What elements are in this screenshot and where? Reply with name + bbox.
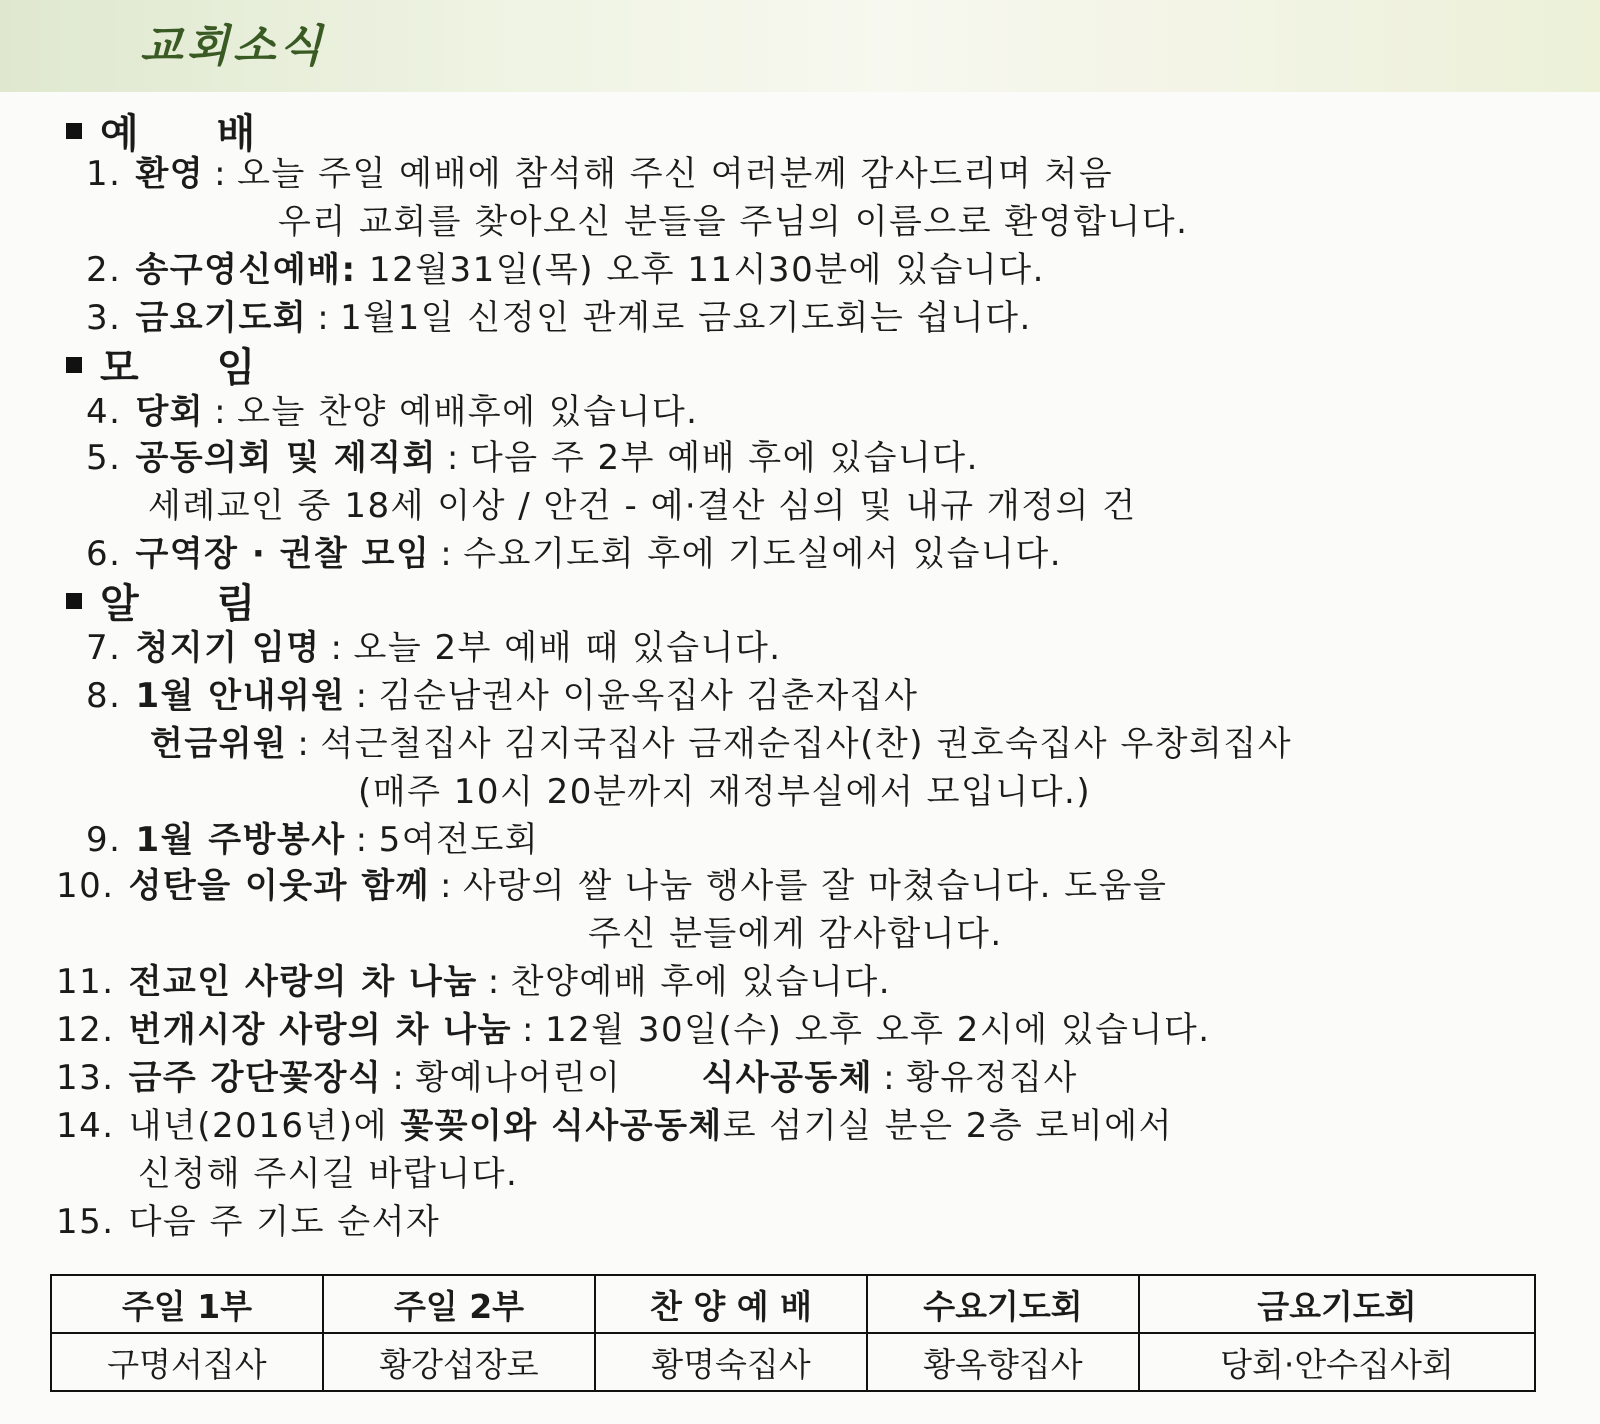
item-key: 번개시장 사랑의 차 나눔 — [128, 1010, 513, 1050]
item-number: 2. — [86, 250, 122, 290]
notice-item-11 — [56, 954, 891, 1003]
item-separator: : — [297, 724, 311, 764]
notice-item-13 — [56, 1050, 1078, 1099]
item-key: 송구영신예배: — [135, 250, 357, 290]
item-number: 5. — [86, 438, 122, 478]
item-text: 석근철집사 김지국집사 금재순집사(찬) 권호숙집사 우창희집사 — [320, 724, 1293, 764]
section-title: 모 임 — [100, 345, 288, 391]
item-key: 구역장 · 권찰 모임 — [135, 534, 431, 574]
item-key: 당회 — [135, 392, 205, 432]
item-number: 4. — [86, 392, 122, 432]
item-text: 오늘 주일 예배에 참석해 주신 여러분께 감사드리며 처음 — [237, 154, 1114, 194]
table-header-row — [51, 1275, 1535, 1333]
item-text: 다음 주 2부 예배 후에 있습니다. — [469, 438, 979, 478]
section-title: 예 배 — [100, 111, 288, 157]
item-number: 13. — [56, 1058, 115, 1098]
item-separator: : — [214, 154, 228, 194]
item-text: 오늘 찬양 예배후에 있습니다. — [237, 392, 699, 432]
item-key: 청지기 임명 — [135, 628, 321, 668]
item-number: 7. — [86, 628, 122, 668]
notice-item-10-continuation: 주신 분들에게 감사합니다. — [588, 914, 1003, 954]
item-separator: : — [487, 962, 501, 1002]
notice-item-15 — [56, 1194, 440, 1243]
notice-item-12 — [56, 1002, 1211, 1051]
item-text: 황예나어린이 — [415, 1058, 622, 1098]
item-text: 찬양예배 후에 있습니다. — [510, 962, 892, 1002]
notice-item-8 — [86, 668, 918, 717]
square-bullet-icon — [66, 357, 82, 373]
notice-item-1-continuation: 우리 교회를 찾아오신 분들을 주님의 이름으로 환영합니다. — [278, 202, 1189, 242]
item-separator: : — [446, 438, 460, 478]
notice-item-14-continuation: 신청해 주시길 바랍니다. — [138, 1154, 519, 1194]
notice-item-5 — [86, 430, 979, 479]
item-text-secondary: 황유정집사 — [906, 1058, 1078, 1098]
item-key: 금주 강단꽃장식 — [128, 1058, 383, 1098]
item-text: 사랑의 쌀 나눔 행사를 잘 마쳤습니다. 도움을 — [462, 866, 1168, 906]
item-separator: : — [440, 866, 453, 906]
table-header-cell: 찬 양 예 배 — [595, 1275, 867, 1333]
item-text: 12월31일(목) 오후 11시30분에 있습니다. — [368, 250, 1045, 290]
notice-item-8-offering — [150, 716, 1292, 765]
table-header-cell: 금요기도회 — [1139, 1275, 1535, 1333]
item-number: 11. — [56, 962, 115, 1002]
table-header-cell: 주일 1부 — [51, 1275, 323, 1333]
item-key: 1월 주방봉사 — [135, 820, 346, 860]
item-separator: : — [330, 628, 344, 668]
item-key: 금요기도회 — [135, 298, 308, 338]
item-text: 다음 주 기도 순서자 — [128, 1202, 441, 1242]
item-key: 꽃꽂이와 식사공동체 — [400, 1106, 723, 1146]
notice-item-7 — [86, 620, 782, 669]
item-key: 1월 안내위원 — [135, 676, 346, 716]
item-text: 1월1일 신정인 관계로 금요기도회는 쉽니다. — [340, 298, 1032, 338]
notice-item-1 — [86, 146, 1113, 195]
item-text: 12월 30일(수) 오후 오후 2시에 있습니다. — [545, 1010, 1211, 1050]
notice-item-5-continuation: 세례교인 중 18세 이상 / 안건 - 예·결산 심의 및 내규 개정의 건 — [148, 486, 1137, 526]
item-number: 9. — [86, 820, 122, 860]
notice-item-14 — [56, 1098, 1173, 1147]
item-number: 14. — [56, 1106, 115, 1146]
item-key: 공동의회 및 제직회 — [135, 438, 437, 478]
table-cell: 황옥향집사 — [867, 1333, 1139, 1391]
item-separator: : — [317, 298, 331, 338]
notice-item-6 — [86, 526, 1062, 575]
notice-item-2 — [86, 242, 1045, 291]
item-key: 헌금위원 — [150, 724, 288, 764]
item-separator: : — [355, 820, 369, 860]
item-key: 전교인 사랑의 차 나눔 — [128, 962, 478, 1002]
square-bullet-icon — [66, 123, 82, 139]
prayer-order-table — [50, 1274, 1536, 1392]
item-text: 5여전도회 — [378, 820, 540, 860]
item-separator: : — [522, 1010, 535, 1050]
item-key-secondary: 식사공동체 — [701, 1058, 874, 1098]
header-band — [0, 0, 1600, 92]
notice-item-10 — [56, 858, 1167, 907]
table-header-cell: 주일 2부 — [323, 1275, 595, 1333]
item-separator: : — [214, 392, 228, 432]
item-key: 성탄을 이웃과 함께 — [128, 866, 431, 906]
item-text: 김순남권사 이윤옥집사 김춘자집사 — [378, 676, 919, 716]
item-number: 1. — [86, 154, 122, 194]
item-number: 8. — [86, 676, 122, 716]
item-number: 6. — [86, 534, 122, 574]
item-separator: : — [392, 1058, 406, 1098]
item-separator: : — [355, 676, 369, 716]
notice-item-8-continuation: (매주 10시 20분까지 재정부실에서 모입니다.) — [358, 772, 1092, 812]
item-number: 3. — [86, 298, 122, 338]
item-prefix: 내년(2016년)에 — [128, 1106, 389, 1146]
notice-item-9 — [86, 812, 539, 861]
item-key: 환영 — [135, 154, 205, 194]
item-number: 10. — [56, 866, 115, 906]
page-title: 교회소식 — [140, 21, 327, 72]
table-cell: 황강섭장로 — [323, 1333, 595, 1391]
table-cell: 황명숙집사 — [595, 1333, 867, 1391]
item-text: 수요기도회 후에 기도실에서 있습니다. — [463, 534, 1062, 574]
item-text: 로 섬기실 분은 2층 로비에서 — [722, 1106, 1173, 1146]
notice-item-4 — [86, 384, 698, 433]
item-number: 12. — [56, 1010, 115, 1050]
item-number: 15. — [56, 1202, 115, 1242]
table-row — [51, 1333, 1535, 1391]
table-header-cell: 수요기도회 — [867, 1275, 1139, 1333]
table-cell: 구명서집사 — [51, 1333, 323, 1391]
square-bullet-icon — [66, 593, 82, 609]
item-separator: : — [883, 1058, 897, 1098]
item-text: 오늘 2부 예배 때 있습니다. — [353, 628, 782, 668]
section-title: 알 림 — [100, 581, 288, 627]
item-separator: : — [440, 534, 454, 574]
table-cell: 당회·안수집사회 — [1139, 1333, 1535, 1391]
notice-item-3 — [86, 290, 1032, 339]
